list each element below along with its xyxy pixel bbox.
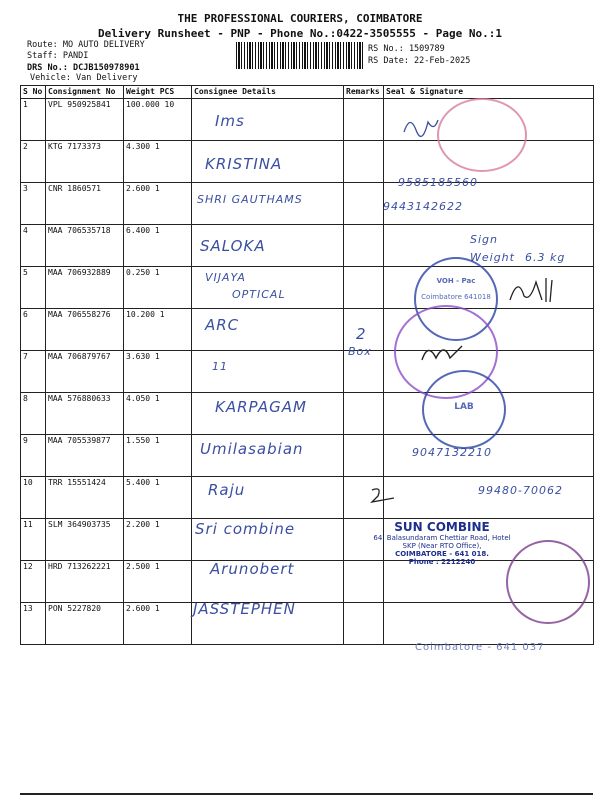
remarks-cell (344, 267, 384, 309)
handwritten-consignee: KARPAGAM (215, 398, 307, 416)
company-stamp (437, 98, 527, 172)
sno-cell: 3 (21, 183, 46, 225)
sign-label: Sign (470, 233, 498, 246)
sno-cell: 6 (21, 309, 46, 351)
runsheet-title: THE PROFESSIONAL COURIERS, COIMBATORE (177, 12, 423, 25)
sno-cell: 7 (21, 351, 46, 393)
table-row (21, 477, 594, 519)
col-weight-pcs: Weight PCS (124, 86, 192, 99)
stamp-city-text: Coimbatore - 641 037 (415, 642, 545, 653)
weight-label: Weight (470, 251, 515, 264)
insurance-stamp (506, 540, 590, 624)
business-address: 64, Balasundaram Chettiar Road, Hotel SKP (Near RTO Office), (373, 534, 511, 550)
sno-cell: 4 (21, 225, 46, 267)
remarks-cell (344, 435, 384, 477)
handwritten-consignee: VIJAYA (205, 271, 246, 284)
handwritten-consignee: Arunobert (210, 560, 295, 578)
runsheet-subtitle: Delivery Runsheet - PNP - Phone No.:0422-3505555 - Page No.:1 (98, 27, 502, 40)
col-seal-signature: Seal & Signature (384, 86, 594, 99)
handwritten-remark: 2 (356, 325, 367, 343)
consignment-cell: MAA 576880633 (46, 393, 124, 435)
handwritten-consignee: Umilasabian (200, 440, 304, 458)
sno-cell: 11 (21, 519, 46, 561)
handwritten-consignee: SALOKA (200, 237, 266, 255)
weight-pcs-cell: 4.050 1 (124, 393, 192, 435)
col-consignee: Consignee Details (192, 86, 344, 99)
handwritten-consignee: Ims (215, 112, 245, 130)
rs-number: RS No.: 1509789 (368, 44, 445, 54)
signature-scribble (400, 112, 440, 140)
sno-cell: 1 (21, 99, 46, 141)
business-city: COIMBATORE - 641 018. (395, 550, 489, 558)
handwritten-phone: 9585185560 (398, 176, 478, 189)
sno-cell: 2 (21, 141, 46, 183)
sno-cell: 10 (21, 477, 46, 519)
table-row (21, 435, 594, 477)
signature-scribble (368, 486, 398, 504)
handwritten-consignee: ARC (205, 316, 240, 334)
table-row (21, 351, 594, 393)
table-row (21, 309, 594, 351)
barcode (236, 42, 364, 69)
consignment-cell: MAA 705539877 (46, 435, 124, 477)
handwritten-consignee: Raju (208, 481, 246, 499)
weight-pcs-cell: 2.500 1 (124, 561, 192, 603)
lab-stamp (422, 370, 506, 449)
remarks-cell (344, 225, 384, 267)
handwritten-consignee: KRISTINA (205, 155, 283, 173)
signature-scribble (506, 272, 566, 308)
stamp-text: Coimbatore 641018 (421, 293, 491, 301)
consignment-cell: PON 5227820 (46, 603, 124, 645)
table-row (21, 603, 594, 645)
sno-cell: 5 (21, 267, 46, 309)
rs-date: RS Date: 22-Feb-2025 (368, 56, 471, 66)
weight-pcs-cell: 2.600 1 (124, 183, 192, 225)
business-name: SUN COMBINE (394, 520, 490, 534)
business-phone: Phone : 2212240 (408, 558, 476, 566)
table-header-row (21, 86, 594, 99)
sno-cell: 12 (21, 561, 46, 603)
footer-rule (20, 793, 593, 795)
weight-pcs-cell: 2.200 1 (124, 519, 192, 561)
handwritten-consignee: Sri combine (195, 520, 296, 538)
seal-signature-cell (384, 477, 594, 519)
weight-pcs-cell: 1.550 1 (124, 435, 192, 477)
weight-value: 6.3 kg (525, 251, 566, 264)
staff-label: Staff: PANDI (27, 51, 89, 61)
sno-cell: 13 (21, 603, 46, 645)
weight-pcs-cell: 10.200 1 (124, 309, 192, 351)
col-consignment: Consignment No (46, 86, 124, 99)
weight-pcs-cell: 100.000 10 (124, 99, 192, 141)
consignment-cell: SLM 364903735 (46, 519, 124, 561)
route-label: Route: MO AUTO DELIVERY (27, 40, 145, 50)
handwritten-phone: 99480-70062 (478, 484, 563, 497)
remarks-cell (344, 99, 384, 141)
consignment-cell: TRR 15551424 (46, 477, 124, 519)
col-sno: S No (21, 86, 46, 99)
consignment-cell: CNR 1860571 (46, 183, 124, 225)
weight-pcs-cell: 4.300 1 (124, 141, 192, 183)
remarks-cell (344, 183, 384, 225)
handwritten-consignee: OPTICAL (232, 288, 286, 301)
handwritten-consignee: 11 (212, 360, 228, 373)
weight-pcs-cell: 0.250 1 (124, 267, 192, 309)
vehicle-label: Vehicle: Van Delivery (30, 73, 138, 83)
table-row (21, 183, 594, 225)
handwritten-consignee: JASSTEPHEN (193, 600, 296, 618)
consignment-cell: VPL 950925841 (46, 99, 124, 141)
weight-pcs-cell: 3.630 1 (124, 351, 192, 393)
handwritten-phone: 9047132210 (412, 446, 492, 459)
consignment-cell: KTG 7173373 (46, 141, 124, 183)
weight-pcs-cell: 6.400 1 (124, 225, 192, 267)
sno-cell: 9 (21, 435, 46, 477)
consignment-cell: MAA 706558276 (46, 309, 124, 351)
remarks-cell (344, 141, 384, 183)
table-row (21, 393, 594, 435)
consignment-cell: MAA 706535718 (46, 225, 124, 267)
handwritten-remark: Box (348, 345, 372, 358)
consignment-cell: HRD 713262221 (46, 561, 124, 603)
drs-label: DRS No.: DCJB150978901 (27, 63, 140, 73)
weight-pcs-cell: 2.600 1 (124, 603, 192, 645)
col-remarks: Remarks (344, 86, 384, 99)
weight-pcs-cell: 5.400 1 (124, 477, 192, 519)
remarks-cell (344, 603, 384, 645)
remarks-cell (344, 561, 384, 603)
handwritten-consignee: SHRI GAUTHAMS (197, 193, 303, 206)
stamp-text: VOH - Pac (436, 277, 476, 285)
consignment-cell: MAA 706879767 (46, 351, 124, 393)
remarks-cell (344, 393, 384, 435)
consignment-cell: MAA 706932889 (46, 267, 124, 309)
handwritten-phone: 9443142622 (383, 200, 463, 213)
sno-cell: 8 (21, 393, 46, 435)
business-stamp (372, 520, 512, 566)
stamp-text: LAB (454, 402, 474, 412)
